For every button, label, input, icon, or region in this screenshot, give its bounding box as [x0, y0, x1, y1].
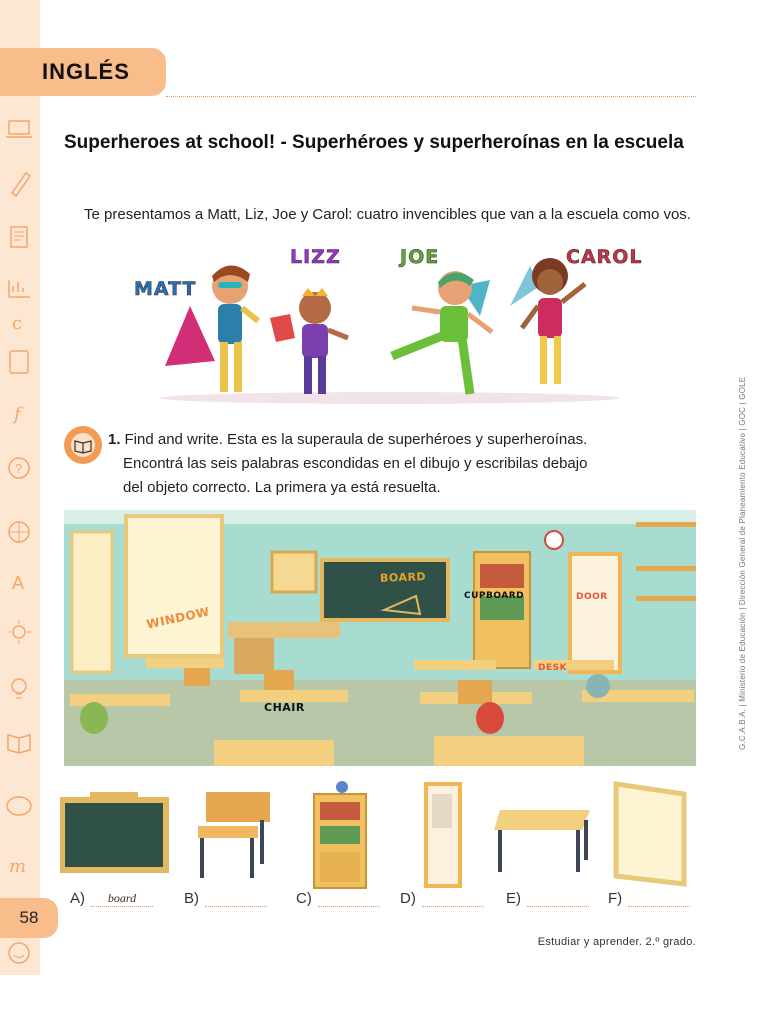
answer-field-d[interactable]	[422, 892, 484, 907]
answer-field-a[interactable]: board	[91, 892, 153, 907]
hidden-word-desk: DESK	[538, 663, 568, 673]
exercise-line-2: Encontrá las seis palabras escondidas en el dibujo y escribilas debajo	[123, 455, 588, 472]
object-cupboard-image	[312, 780, 368, 890]
footer-text: Estudiar y aprender. 2.º grado.	[537, 936, 696, 948]
answer-letter: D)	[400, 890, 416, 907]
exercise-line-1: Find and write. Esta es la superaula de superhéroes y superheroínas.	[124, 431, 588, 448]
pencil-icon	[2, 166, 36, 200]
exercise-instructions	[108, 428, 708, 500]
answer-c	[296, 890, 380, 907]
letter-a-icon	[2, 565, 36, 599]
answer-letter: B)	[184, 890, 199, 907]
globe-icon	[2, 515, 36, 549]
hero-figure-joe	[392, 271, 492, 394]
object-desk-image	[490, 780, 600, 880]
exercise-number: 1.	[108, 431, 121, 448]
classroom-scene	[64, 510, 696, 766]
hero-name-joe: JOE	[400, 246, 440, 268]
tablet-icon	[2, 345, 36, 379]
answer-e	[506, 890, 589, 907]
answer-a	[70, 890, 153, 907]
speech-bubble-icon	[2, 790, 36, 824]
side-decoration-strip	[0, 0, 40, 975]
svg-text:c: c	[12, 313, 23, 334]
heroes-figures	[130, 246, 650, 406]
subject-title: INGLÉS	[42, 59, 130, 84]
page-number: 58	[0, 898, 58, 938]
hidden-word-board: BOARD	[379, 570, 427, 585]
book-icon	[2, 725, 36, 759]
answer-field-c[interactable]	[318, 892, 380, 907]
letter-m-icon	[2, 848, 36, 882]
page-title: Superheroes at school! - Superhéroes y superheroínas en la escuela	[64, 132, 684, 153]
smiley-icon	[2, 936, 36, 970]
letter-c-icon	[2, 305, 36, 339]
hero-name-matt: MATT	[134, 278, 197, 300]
hidden-word-window: WINDOW	[145, 604, 211, 632]
object-board-image	[60, 780, 170, 880]
bulb-icon	[2, 672, 36, 706]
hero-figure-lizz	[270, 288, 348, 394]
answer-letter: F)	[608, 890, 623, 907]
svg-text:m: m	[9, 856, 27, 877]
answer-field-f[interactable]	[628, 892, 690, 907]
laptop-icon	[2, 112, 36, 146]
answer-d	[400, 890, 484, 907]
header-divider	[166, 96, 696, 97]
object-chair-image	[190, 780, 274, 880]
reading-activity-icon	[64, 426, 102, 464]
letter-f-icon	[2, 396, 36, 430]
classroom-illustration	[64, 510, 696, 766]
svg-text:A: A	[12, 573, 25, 593]
hero-name-lizz: LIZZ	[290, 246, 341, 268]
svg-text:?: ?	[15, 461, 23, 476]
answer-f	[608, 890, 690, 907]
hidden-word-door: DOOR	[576, 592, 608, 602]
answer-field-e[interactable]	[527, 892, 589, 907]
answer-row	[70, 890, 700, 914]
answer-b	[184, 890, 267, 907]
object-window-image	[612, 780, 688, 890]
intro-paragraph: Te presentamos a Matt, Liz, Joe y Carol: cuatro invencibles que van a la escuela como vos.	[84, 206, 691, 223]
answer-letter: E)	[506, 890, 521, 907]
answer-field-b[interactable]	[205, 892, 267, 907]
sun-icon	[2, 615, 36, 649]
hidden-word-cupboard: CUPBOARD	[464, 591, 525, 601]
answer-letter: A)	[70, 890, 85, 907]
vertical-credit: G.C.A.B.A. | Ministerio de Educación | Dirección General de Planeamiento Educativo | GOC | GOLE	[738, 376, 747, 750]
exercise-line-3: del objeto correcto. La primera ya está resuelta.	[123, 479, 441, 496]
chart-icon	[2, 270, 36, 304]
heroes-illustration	[130, 246, 650, 406]
question-bubble-icon	[2, 452, 36, 486]
svg-text:f: f	[14, 404, 21, 425]
subject-tab	[0, 48, 166, 96]
hero-figure-carol	[510, 258, 585, 384]
notebook-icon	[2, 220, 36, 254]
object-door-image	[420, 780, 464, 890]
hidden-word-chair: CHAIR	[264, 701, 305, 714]
answer-letter: C)	[296, 890, 312, 907]
hero-name-carol: CAROL	[566, 246, 643, 268]
